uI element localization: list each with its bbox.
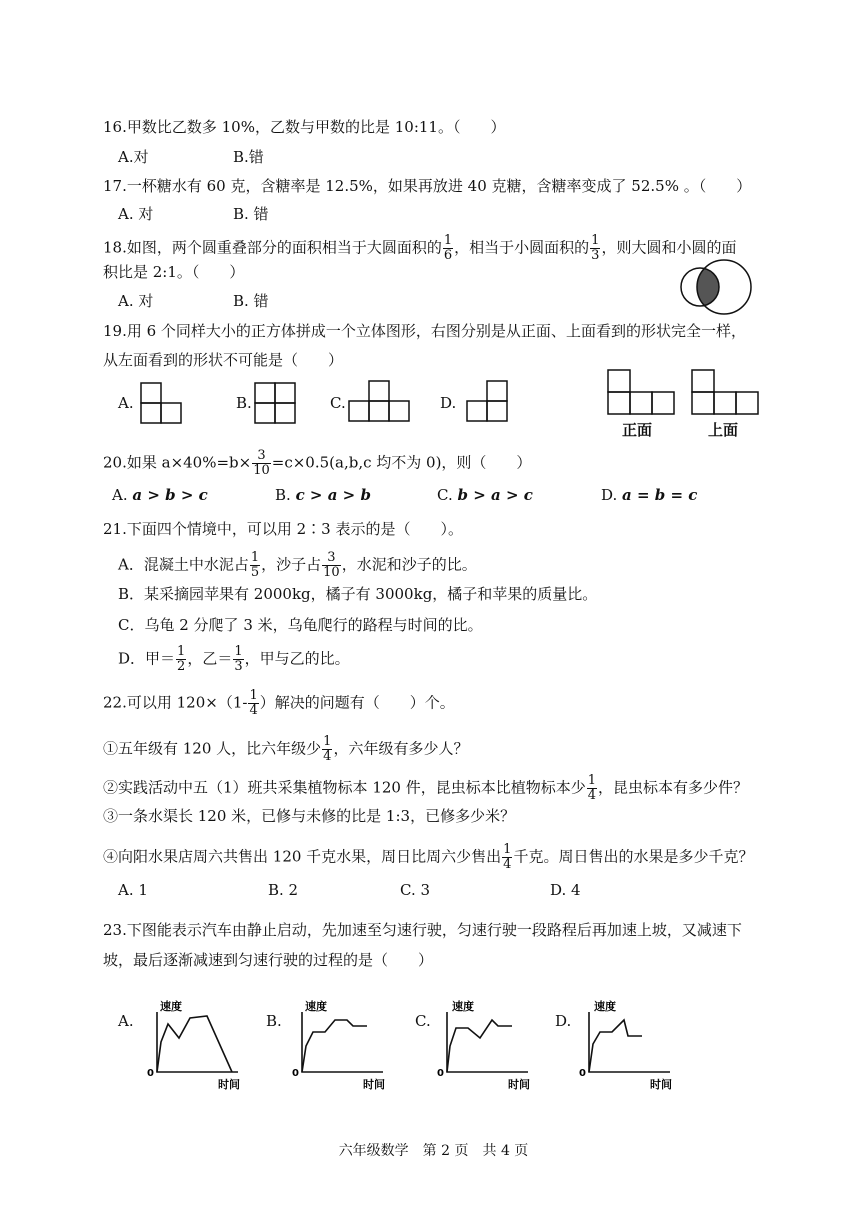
q16-option-a[interactable]: A.对 [118, 148, 149, 166]
q22-item-2: ②实践活动中五（1）班共采集植物标本 120 件，昆虫标本比植物标本少 $\frac{1}{4}$ ，昆虫标本有多少件？ [103, 773, 749, 803]
q22-item-3: ③一条水渠长 120 米，已修与未修的比是 1:3，已修多少米？ [103, 807, 516, 825]
q23-option-a-label[interactable]: A. [118, 1012, 134, 1030]
q21-d-fraction-2: $\frac{1}{3}$ [234, 644, 243, 674]
origin-label: 0 [292, 1068, 299, 1079]
y-axis-label: 速度 [160, 1000, 182, 1013]
q23-stem-line2: 坡，最后逐渐减速到匀速行驶的过程的是（ ） [103, 951, 434, 969]
origin-label: 0 [579, 1068, 586, 1079]
q21-a-fraction-2: $\frac{3}{10}$ [323, 550, 340, 580]
q19-option-d-label[interactable]: D. [440, 394, 457, 412]
q20-stem-part2: =c×0.5(a,b,c 均不为 0)，则（ ） [271, 453, 532, 472]
q22-option-c[interactable]: C. 3 [400, 881, 431, 899]
q22-item-4: ④向阳水果店周六共售出 120 千克水果，周日比周六少售出 $\frac{1}{4}$ 千克。周日售出的水果是多少千克？ [103, 842, 754, 872]
q19-option-a-label[interactable]: A. [118, 394, 134, 412]
q17-stem: 17.一杯糖水有 60 克，含糖率是 12.5%，如果再放进 40 克糖，含糖率变成了 52.5% 。（ ） [103, 177, 752, 195]
q17-option-b[interactable]: B. 错 [233, 205, 269, 223]
x-axis-label: 时间 [508, 1078, 530, 1091]
q20-option-d[interactable]: D. a = b = c [601, 486, 698, 504]
q17-option-a[interactable]: A. 对 [118, 205, 154, 223]
y-axis-label: 速度 [305, 1000, 327, 1013]
q18-stem-part2: ，相当于小圆面积的 [454, 238, 590, 257]
q23-option-c-label[interactable]: C. [415, 1012, 431, 1030]
origin-label: 0 [147, 1068, 154, 1079]
q23-stem-line1: 23.下图能表示汽车由静止启动，先加速至匀速行驶，匀速行驶一段路程后再加速上坡，又减速下 [103, 921, 742, 939]
q19-option-b-label[interactable]: B. [236, 394, 252, 412]
y-axis-label: 速度 [594, 1000, 616, 1013]
q20-option-c[interactable]: C. b > a > c [437, 486, 533, 504]
q22-item-2-fraction: $\frac{1}{4}$ [587, 773, 596, 803]
q20-stem [103, 449, 531, 478]
q20-fraction: $\frac{3}{10}$ [253, 448, 270, 478]
q21-a-fraction-1: $\frac{1}{5}$ [250, 550, 260, 580]
q22-fraction: $\frac{1}{4}$ [249, 688, 258, 718]
q21-option-d[interactable]: D．甲＝ $\frac{1}{2}$ ，乙＝ $\frac{1}{3}$ ，甲与乙的比。 [118, 644, 350, 674]
q18-stem-part3: ，则大圆和小圆的面 [601, 238, 737, 257]
x-axis-label: 时间 [650, 1078, 672, 1091]
q18-option-b[interactable]: B. 错 [233, 292, 269, 310]
top-view-label: 上面 [708, 421, 739, 439]
q19-option-b-shape [254, 382, 298, 426]
q20-stem-part1: 20.如果 a×40%=b× [103, 453, 252, 472]
y-axis-label: 速度 [452, 1000, 474, 1013]
q22-option-b[interactable]: B. 2 [268, 881, 299, 899]
q18-option-a[interactable]: A. 对 [118, 292, 154, 310]
q19-stem-line1: 19.用 6 个同样大小的正方体拼成一个立体图形，右图分别是从正面、上面看到的形状完全一样， [103, 322, 746, 340]
page-footer: 六年级数学 第 2 页 共 4 页 [338, 1143, 529, 1159]
q22-item-4-fraction: $\frac{1}{4}$ [503, 842, 512, 872]
q18-fraction-2: $\frac{1}{3}$ [591, 233, 600, 263]
q22-item-1-fraction: $\frac{1}{4}$ [323, 734, 332, 764]
q23-option-b-label[interactable]: B. [266, 1012, 282, 1030]
q19-option-c-shape [348, 380, 412, 426]
q22-option-d[interactable]: D. 4 [550, 881, 581, 899]
q18-stem-line2: 积比是 2:1。（ ） [103, 263, 245, 281]
q21-d-fraction-1: $\frac{1}{2}$ [177, 644, 186, 674]
q16-option-b[interactable]: B.错 [233, 148, 264, 166]
origin-label: 0 [437, 1068, 444, 1079]
front-view-shape [607, 369, 675, 417]
q22-option-a[interactable]: A. 1 [118, 881, 148, 899]
front-view-label: 正面 [622, 421, 653, 439]
q22-item-1: ①五年级有 120 人，比六年级少 $\frac{1}{4}$ ，六年级有多少人？ [103, 734, 469, 764]
overlapping-circles-figure [676, 255, 756, 315]
q23-graph-a [140, 998, 250, 1090]
q19-option-a-shape [140, 382, 184, 426]
top-view-shape [691, 369, 759, 417]
q19-option-d-shape [466, 380, 510, 426]
q21-option-b[interactable]: B．某采摘园苹果有 2000kg，橘子有 3000kg，橘子和苹果的质量比。 [118, 585, 598, 603]
q22-stem: 22.可以用 120×（1- $\frac{1}{4}$ ）解决的问题有（ ）个。 [103, 688, 455, 718]
q21-option-a[interactable]: A．混凝土中水泥占 $\frac{1}{5}$ ，沙子占 $\frac{3}{10}$ ，水泥和沙子的比。 [118, 550, 477, 580]
q23-graph-b [285, 998, 395, 1090]
q23-graph-c [430, 998, 540, 1090]
x-axis-label: 时间 [363, 1078, 385, 1091]
x-axis-label: 时间 [218, 1078, 240, 1091]
q21-stem: 21.下面四个情境中，可以用 2∶3 表示的是（ ）。 [103, 520, 463, 538]
q18-stem-part1: 18.如图，两个圆重叠部分的面积相当于大圆面积的 [103, 238, 442, 257]
q16-stem: 16.甲数比乙数多 10%，乙数与甲数的比是 10:11。（ ） [103, 118, 506, 136]
q21-option-c[interactable]: C．乌龟 2 分爬了 3 米，乌龟爬行的路程与时间的比。 [118, 616, 483, 634]
q23-option-d-label[interactable]: D. [555, 1012, 572, 1030]
q18-fraction-1: $\frac{1}{6}$ [443, 233, 453, 263]
q20-option-a[interactable]: A. a > b > c [112, 486, 208, 504]
q18-stem-line1 [103, 234, 736, 263]
q23-graph-d [572, 998, 682, 1090]
q20-option-b[interactable]: B. c > a > b [275, 486, 371, 504]
q19-option-c-label[interactable]: C. [330, 394, 346, 412]
q19-stem-line2: 从左面看到的形状不可能是（ ） [103, 351, 344, 369]
